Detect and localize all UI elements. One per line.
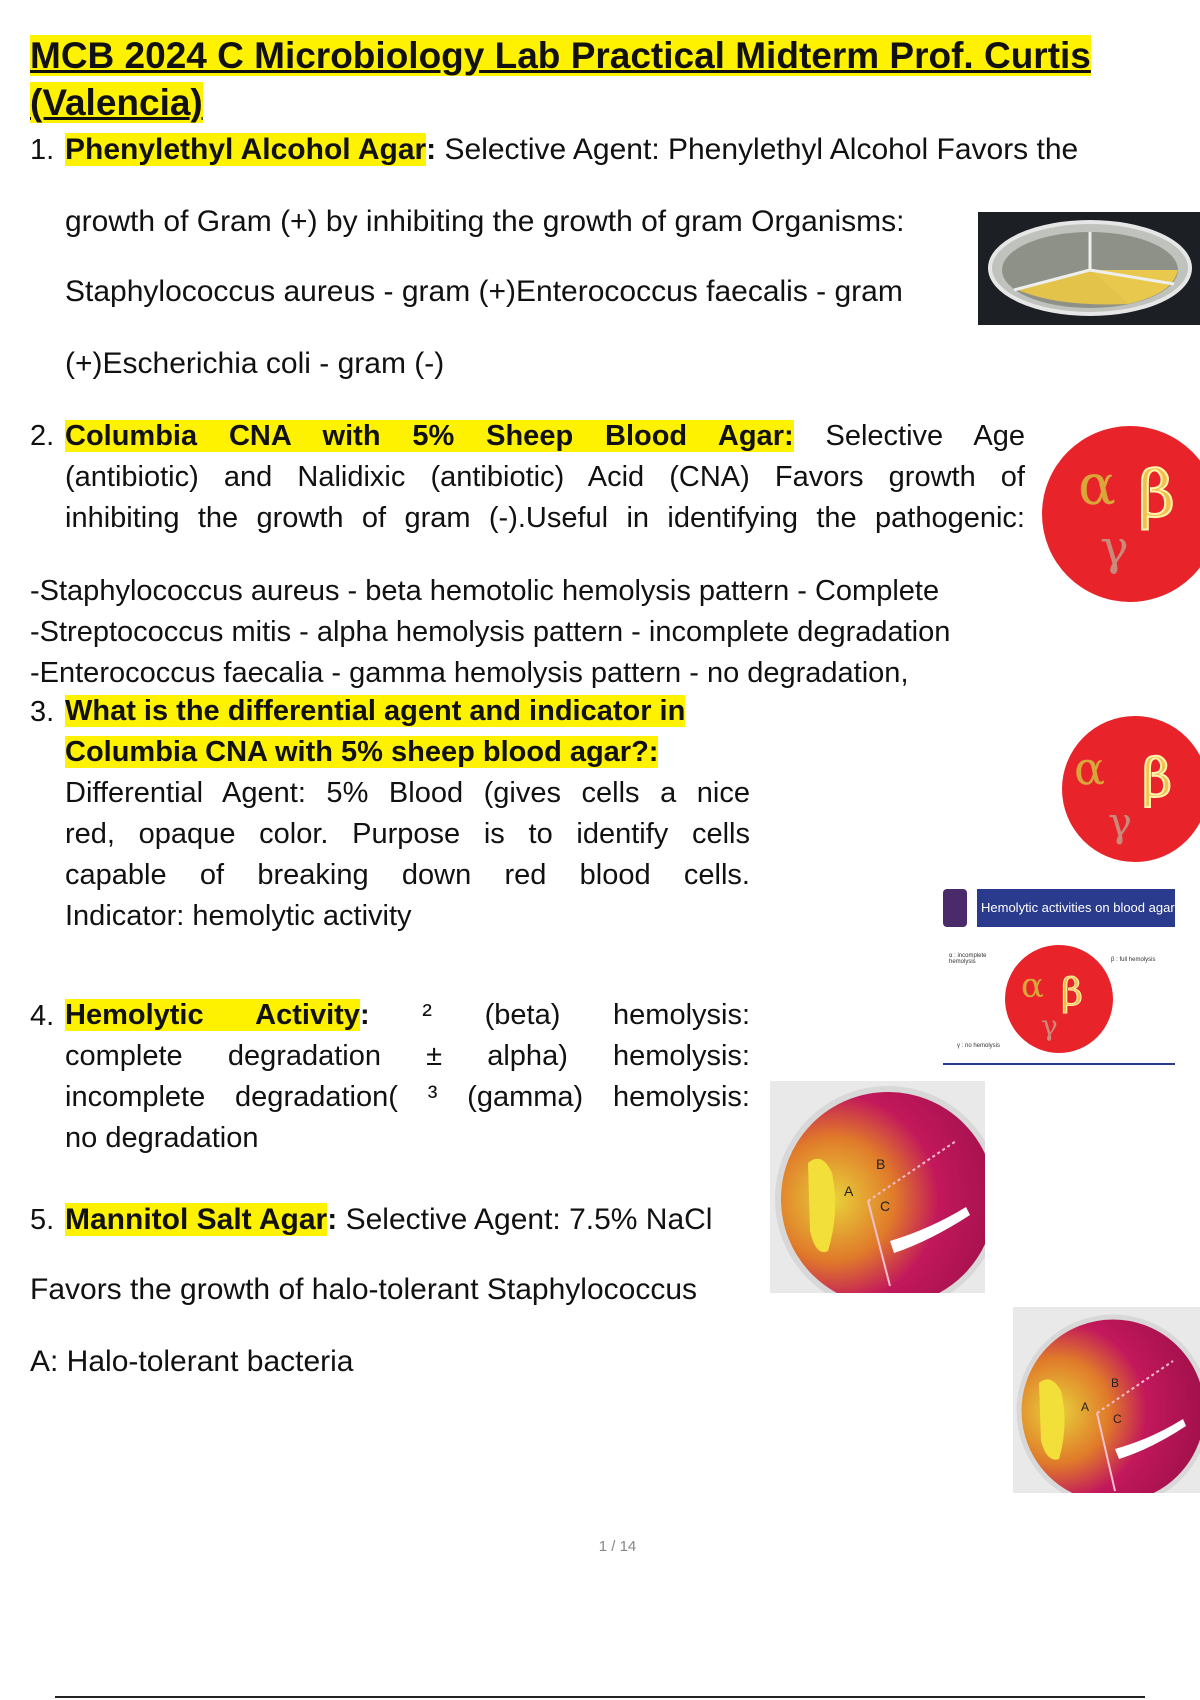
- plate-label-c: C: [880, 1198, 891, 1214]
- item-4-colon: :: [359, 999, 370, 1031]
- item-1-colon: :: [426, 133, 437, 166]
- item-5-line-3: A: Halo-tolerant bacteria: [30, 1345, 354, 1378]
- item-5-first-line: [65, 1202, 712, 1238]
- item-4-line-3: incomplete degradation( ³ (gamma) hemolysis:: [65, 1081, 750, 1113]
- item-1-line-2: growth of Gram (+) by inhibiting the growth of gram Organisms:: [65, 205, 905, 238]
- item-2-first-line: [65, 416, 1025, 457]
- item-5-line1-text: Selective Agent: 7.5% NaCl: [345, 1203, 713, 1236]
- item-2-line-2: (antibiotic) and Nalidixic (antibiotic) Acid (CNA) Favors growth of: [65, 461, 1025, 493]
- item-3-heading-line-1: What is the differential agent and indicator in: [65, 695, 686, 727]
- slide-label-beta: β : full hemolysis: [1111, 957, 1156, 963]
- item-1-line-3: Staphylococcus aureus - gram (+)Enterococcus faecalis - gram: [65, 275, 903, 308]
- item-3-line-4: Indicator: hemolytic activity: [65, 900, 412, 932]
- item-3-heading: [65, 691, 750, 773]
- item-4-line-2: complete degradation ± alpha) hemolysis:: [65, 1040, 750, 1072]
- item-4-heading: Hemolytic Activity: [65, 999, 360, 1031]
- item-2-organism-list: [30, 571, 950, 694]
- plate-label-c: C: [1113, 1412, 1122, 1426]
- item-1-number: 1.: [30, 134, 55, 166]
- item-4-line1-text: ² (beta) hemolysis:: [422, 999, 751, 1031]
- hemolysis-slide-image: [943, 887, 1175, 1067]
- alpha-symbol: α: [1074, 741, 1106, 795]
- plate-label-b: B: [1111, 1376, 1120, 1390]
- item-5-heading: Mannitol Salt Agar: [65, 1203, 328, 1236]
- plate-label-a: A: [1081, 1400, 1090, 1414]
- list-item: -Staphylococcus aureus - beta hemotolic hemolysis pattern - Complete: [30, 575, 940, 607]
- item-5-number: 5.: [30, 1204, 55, 1236]
- alpha-symbol: α: [1078, 453, 1116, 518]
- item-2-line1-text: Selective Age: [825, 420, 1025, 452]
- item-1-line-4: (+)Escherichia coli - gram (-): [65, 347, 445, 380]
- item-4-number: 4.: [30, 1000, 55, 1032]
- gamma-symbol: γ: [1108, 800, 1132, 846]
- list-item: -Enterococcus faecalia - gamma hemolysis pattern - no degradation,: [30, 657, 909, 689]
- bottom-divider: [55, 1696, 1145, 1698]
- blood-agar-plate-image-2: [1050, 714, 1200, 864]
- plate-label-a: A: [844, 1183, 854, 1199]
- item-2-heading: Columbia CNA with 5% Sheep Blood Agar:: [65, 420, 794, 452]
- item-3-line-1: Differential Agent: 5% Blood (gives cells a nice: [65, 777, 750, 809]
- item-2-number: 2.: [30, 420, 55, 452]
- hemolysis-slide-title: Hemolytic activities on blood agar: [977, 889, 1175, 927]
- plate-label-b: B: [876, 1156, 886, 1172]
- item-2-paragraph: [65, 416, 1025, 539]
- mannitol-salt-agar-plate-image-2: [1013, 1307, 1200, 1493]
- beta-symbol: β: [1061, 970, 1083, 1014]
- item-3-line-3: capable of breaking down red blood cells.: [65, 859, 750, 891]
- gamma-symbol: γ: [1041, 1009, 1058, 1042]
- item-3-number: 3.: [30, 696, 55, 728]
- page-indicator: 1 / 14: [598, 1538, 637, 1555]
- item-1-first-line: [65, 132, 1200, 168]
- item-2-line-3: inhibiting the growth of gram (-).Useful in identifying the pathogenic:: [65, 502, 1025, 534]
- item-4-line-4: no degradation: [65, 1122, 259, 1154]
- item-5-line-2: Favors the growth of halo-tolerant Staphylococcus: [30, 1273, 698, 1306]
- blood-agar-plate-image: [1030, 424, 1200, 604]
- beta-symbol: β: [1138, 458, 1175, 532]
- item-1-line1-text: Selective Agent: Phenylethyl Alcohol Favors the: [444, 133, 1079, 166]
- document-title: [30, 32, 1200, 126]
- item-5-colon: :: [327, 1203, 338, 1236]
- item-4-first-line: [65, 995, 750, 1036]
- item-3-line-2: red, opaque color. Purpose is to identify cells: [65, 818, 750, 850]
- gamma-symbol: γ: [1100, 520, 1129, 576]
- item-3-paragraph: [65, 773, 750, 937]
- item-3-heading-line-2: Columbia CNA with 5% sheep blood agar?:: [65, 736, 659, 768]
- slide-label-gamma: γ : no hemolysis: [957, 1043, 1001, 1049]
- title-line-2: (Valencia): [30, 82, 203, 123]
- item-1-heading: Phenylethyl Alcohol Agar: [65, 133, 427, 166]
- mannitol-salt-agar-plate-image: [770, 1081, 985, 1293]
- flask-icon: [943, 889, 967, 927]
- list-item: -Streptococcus mitis - alpha hemolysis pattern - incomplete degradation: [30, 616, 951, 648]
- item-4-paragraph: [65, 995, 750, 1159]
- beta-symbol: β: [1142, 749, 1173, 809]
- slide-divider: [943, 1063, 1175, 1065]
- title-line-1: MCB 2024 C Microbiology Lab Practical Midterm Prof. Curtis: [30, 35, 1091, 76]
- alpha-symbol: α: [1021, 966, 1044, 1006]
- slide-label-alpha: α : incomplete hemolysis: [949, 953, 987, 965]
- pea-agar-plate-image: [978, 212, 1200, 325]
